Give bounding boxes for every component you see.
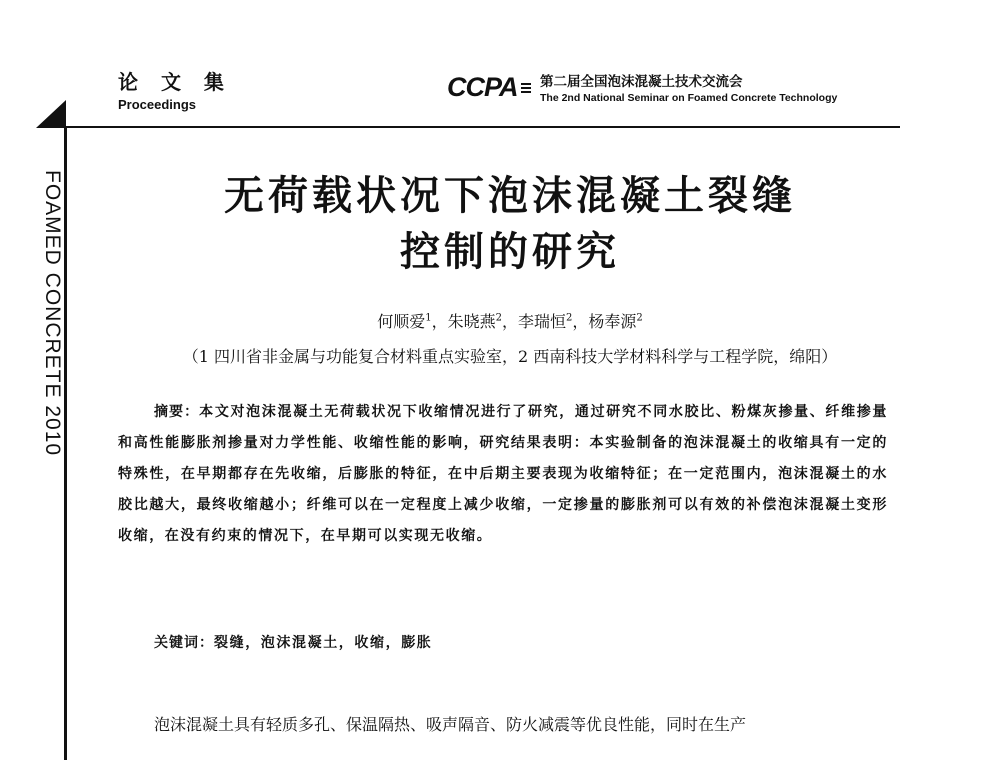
series-title-en: Proceedings [118,97,197,112]
paper-title [100,168,920,280]
keywords-text: 裂缝，泡沫混凝土，收缩，膨胀 [214,635,433,651]
author-affiliation-mark: 2 [566,312,573,324]
seminar-title-en: The 2nd National Seminar on Foamed Concrete Technology [540,92,838,104]
author-name: 朱晓燕 [447,312,496,331]
side-running-title: FOAMED CONCRETE 2010 [41,170,64,457]
author-name: 李瑞恒 [518,312,567,331]
author-separator: ， [431,312,448,331]
ccpa-logo: CCPA [447,72,518,102]
author-affiliation-mark: 2 [495,312,502,324]
seminar-header [540,70,837,104]
abstract [118,397,888,552]
author-name: 何顺爱 [377,312,426,331]
author-separator: ， [501,312,518,331]
author-affiliation-mark: 1 [425,312,432,324]
author-separator: ， [572,312,589,331]
header-rule [64,126,900,128]
affiliations: （1 四川省非金属与功能复合材料重点实验室，2 西南科技大学材料科学与工程学院，绵阳） [182,347,838,366]
series-title-zh: 论 文 集 [118,70,232,94]
keywords-label: 关键词： [154,635,214,651]
author-name: 杨奉源 [588,312,637,331]
abstract-label: 摘要： [154,404,200,420]
body-paragraph: 泡沫混凝土具有轻质多孔、保温隔热、吸声隔音、防火减震等优良性能，同时在生产 [154,715,747,734]
ccpa-logo-lines [521,83,531,95]
proceedings-header [118,66,232,112]
keywords [154,632,894,652]
abstract-text: 本文对泡沫混凝土无荷载状况下收缩情况进行了研究，通过研究不同水胶比、粉煤灰掺量、纤维掺量和高性能膨胀剂掺量对力学性能、收缩性能的影响，研究结果表明：本实验制备的泡沫混凝土的收缩具有一定的特殊性，在早期都存在先收缩，后膨胀的特征，在中后期主要表现为收缩特征；在一定范围内，泡沫混凝土的水胶比越大，最终收缩越小；纤维可以在一定程度上减少收缩，一定掺量的膨胀剂可以有效的补偿泡沫混凝土变形收缩，在没有约束的情况下，在早期可以实现无收缩。 [118,404,888,544]
seminar-title-zh: 第二届全国泡沫混凝土技术交流会 [540,74,743,90]
paper-title-line-2: 控制的研究 [400,228,620,275]
author-affiliation-mark: 2 [636,312,643,324]
author-list [100,309,920,332]
corner-triangle-mark [36,100,66,128]
paper-title-line-1: 无荷载状况下泡沫混凝土裂缝 [224,172,796,219]
left-margin-rule [64,127,67,760]
